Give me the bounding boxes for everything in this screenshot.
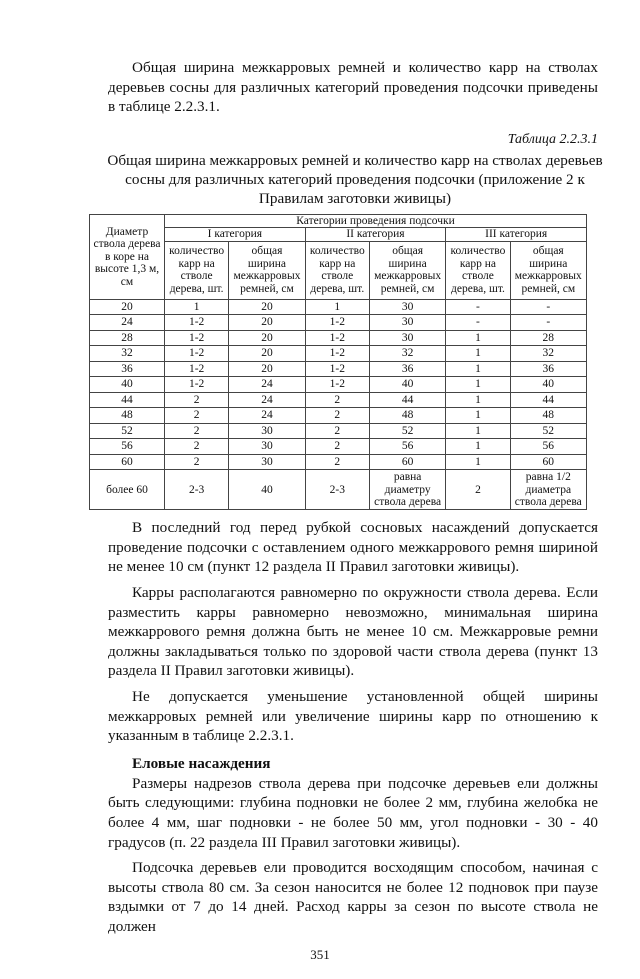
- table-cell: 24: [90, 315, 165, 331]
- paragraph: Общая ширина межкарровых ремней и количество карр на стволах деревьев сосны для различных категорий проведения подсочки приведены в таблице 2.2.3.1.: [108, 59, 598, 116]
- table-cell: 28: [90, 330, 165, 346]
- table-cell: 2: [165, 423, 229, 439]
- table-cell: 44: [510, 392, 586, 408]
- table-row: [90, 392, 587, 408]
- table-cell: 2: [165, 408, 229, 424]
- table-cell: 2: [305, 439, 369, 455]
- table-cell: 24: [229, 377, 305, 393]
- table-cell: 1-2: [305, 315, 369, 331]
- table-cell: 20: [229, 330, 305, 346]
- table-cell: 1-2: [165, 361, 229, 377]
- table-cell: -: [446, 315, 510, 331]
- table-cell: 32: [90, 346, 165, 362]
- table-cell: 52: [90, 423, 165, 439]
- table-row: [90, 439, 587, 455]
- table-cell: 52: [369, 423, 445, 439]
- table-cell: 30: [229, 423, 305, 439]
- table-cell: 1: [446, 330, 510, 346]
- header-count: количество карр на стволе дерева, шт.: [165, 241, 229, 299]
- table-cell: 40: [229, 470, 305, 510]
- table-cell: 1-2: [305, 361, 369, 377]
- table-cell: 2-3: [305, 470, 369, 510]
- table-cell: 48: [90, 408, 165, 424]
- table-cell: 1: [446, 454, 510, 470]
- table-cell: 30: [369, 315, 445, 331]
- table-cell: 30: [229, 439, 305, 455]
- header-cat3: III категория: [446, 228, 587, 242]
- table-cell: 60: [369, 454, 445, 470]
- table-cell: 2: [305, 392, 369, 408]
- table-cell: 32: [510, 346, 586, 362]
- table-cell: 1: [446, 361, 510, 377]
- table-cell: более 60: [90, 470, 165, 510]
- table-row: [90, 315, 587, 331]
- table-cell: 1: [305, 299, 369, 315]
- table-cell: 30: [369, 330, 445, 346]
- table-cell: 2: [305, 423, 369, 439]
- table-cell: 1: [446, 439, 510, 455]
- table-cell: 56: [369, 439, 445, 455]
- table-cell: 1-2: [165, 377, 229, 393]
- header-count: количество карр на стволе дерева, шт.: [305, 241, 369, 299]
- table-row: [90, 346, 587, 362]
- table-row: [90, 454, 587, 470]
- paragraph: Подсочка деревьев ели проводится восходящим способом, начиная с высоты ствола 80 см. За сезон наносится не более 12 подновок при паузе вздымки от 7 до 14 дней. Расход карры за сезон по высоте ствола не должен: [108, 859, 598, 935]
- table-cell: 20: [229, 346, 305, 362]
- table-cell: 20: [229, 299, 305, 315]
- table-cell: 40: [90, 377, 165, 393]
- table-row: [90, 361, 587, 377]
- table-cell: 1: [446, 346, 510, 362]
- table-cell: 36: [510, 361, 586, 377]
- table-cell: 40: [369, 377, 445, 393]
- table-cell: 1: [446, 377, 510, 393]
- table-cell: 1: [165, 299, 229, 315]
- table-cell: равна 1/2 диаметра ствола дерева: [510, 470, 586, 510]
- table-cell: 2: [446, 470, 510, 510]
- table-row: [90, 470, 587, 510]
- table-title: Общая ширина межкарровых ремней и количество карр на стволах деревьев сосны для различных категорий проведения подсочки (приложение 2 к Правилам заготовки живицы): [107, 151, 603, 207]
- table-row: [90, 408, 587, 424]
- table-cell: 30: [369, 299, 445, 315]
- paragraph: Карры располагаются равномерно по окружности ствола дерева. Если разместить карры равномерно невозможно, минимальная ширина межкаррового ремня должна быть не менее 10 см. Межкарровые ремни должны закладываться только по здоровой части ствола дерева (пункт 13 раздела II Правил заготовки живицы).: [108, 584, 598, 680]
- table-cell: 60: [90, 454, 165, 470]
- header-width: общая ширина межкарровых ремней, см: [369, 241, 445, 299]
- table-cell: 1: [446, 392, 510, 408]
- table-cell: 1-2: [305, 377, 369, 393]
- table-cell: 1: [446, 408, 510, 424]
- table-cell: -: [510, 299, 586, 315]
- table-row: [90, 330, 587, 346]
- table-cell: 44: [369, 392, 445, 408]
- table-cell: 1: [446, 423, 510, 439]
- table-cell: 24: [229, 392, 305, 408]
- table-cell: 2: [305, 454, 369, 470]
- table-cell: 20: [229, 315, 305, 331]
- header-cat2: II категория: [305, 228, 446, 242]
- page-number: 351: [310, 946, 330, 962]
- table-cell: 2: [165, 454, 229, 470]
- table-caption: Таблица 2.2.3.1: [507, 131, 598, 147]
- table-cell: 20: [90, 299, 165, 315]
- table-cell: 2-3: [165, 470, 229, 510]
- table-cell: 1-2: [305, 330, 369, 346]
- table-cell: -: [446, 299, 510, 315]
- table-cell: 40: [510, 377, 586, 393]
- table-cell: 36: [90, 361, 165, 377]
- table-cell: 1-2: [165, 346, 229, 362]
- header-diameter: Диаметр ствола дерева в коре на высоте 1,3 м, см: [90, 214, 165, 299]
- table-cell: 20: [229, 361, 305, 377]
- table-cell: 30: [229, 454, 305, 470]
- table-cell: 28: [510, 330, 586, 346]
- table-cell: 52: [510, 423, 586, 439]
- table-cell: 32: [369, 346, 445, 362]
- table-cell: 56: [90, 439, 165, 455]
- paragraph: Размеры надрезов ствола дерева при подсочке деревьев ели должны быть следующими: глубина подновки не более 2 мм, глубина желобка не более 4 мм, шаг подновки - не более 50 мм, угол подновки - 30 - 40 градусов (п. 22 раздела III Правил заготовки живицы).: [108, 774, 598, 851]
- table-cell: 2: [165, 392, 229, 408]
- header-categories: Категории проведения подсочки: [165, 214, 587, 228]
- data-table: [89, 214, 587, 511]
- table-row: [90, 299, 587, 315]
- table-cell: 2: [165, 439, 229, 455]
- table-row: [90, 377, 587, 393]
- table-cell: 2: [305, 408, 369, 424]
- table-row: [90, 423, 587, 439]
- table-cell: 48: [369, 408, 445, 424]
- table-cell: 60: [510, 454, 586, 470]
- table-cell: 24: [229, 408, 305, 424]
- section-heading: Еловые насаждения: [132, 754, 271, 772]
- paragraph: В последний год перед рубкой сосновых насаждений допускается проведение подсочки с оставлением одного межкаррового ремня шириной не менее 10 см (пункт 12 раздела II Правил заготовки живицы).: [108, 519, 598, 576]
- table-cell: 1-2: [165, 315, 229, 331]
- header-cat1: I категория: [165, 228, 306, 242]
- table-cell: -: [510, 315, 586, 331]
- table-cell: равна диаметру ствола дерева: [369, 470, 445, 510]
- header-width: общая ширина межкарровых ремней, см: [229, 241, 305, 299]
- table-cell: 36: [369, 361, 445, 377]
- table-cell: 1-2: [165, 330, 229, 346]
- table-cell: 1-2: [305, 346, 369, 362]
- table-cell: 48: [510, 408, 586, 424]
- header-width: общая ширина межкарровых ремней, см: [510, 241, 586, 299]
- table-cell: 56: [510, 439, 586, 455]
- paragraph: Не допускается уменьшение установленной общей ширины межкарровых ремней или увеличение ширины карр по отношению к указанным в таблице 2.2.3.1.: [108, 688, 598, 745]
- header-count: количество карр на стволе дерева, шт.: [446, 241, 510, 299]
- table-cell: 44: [90, 392, 165, 408]
